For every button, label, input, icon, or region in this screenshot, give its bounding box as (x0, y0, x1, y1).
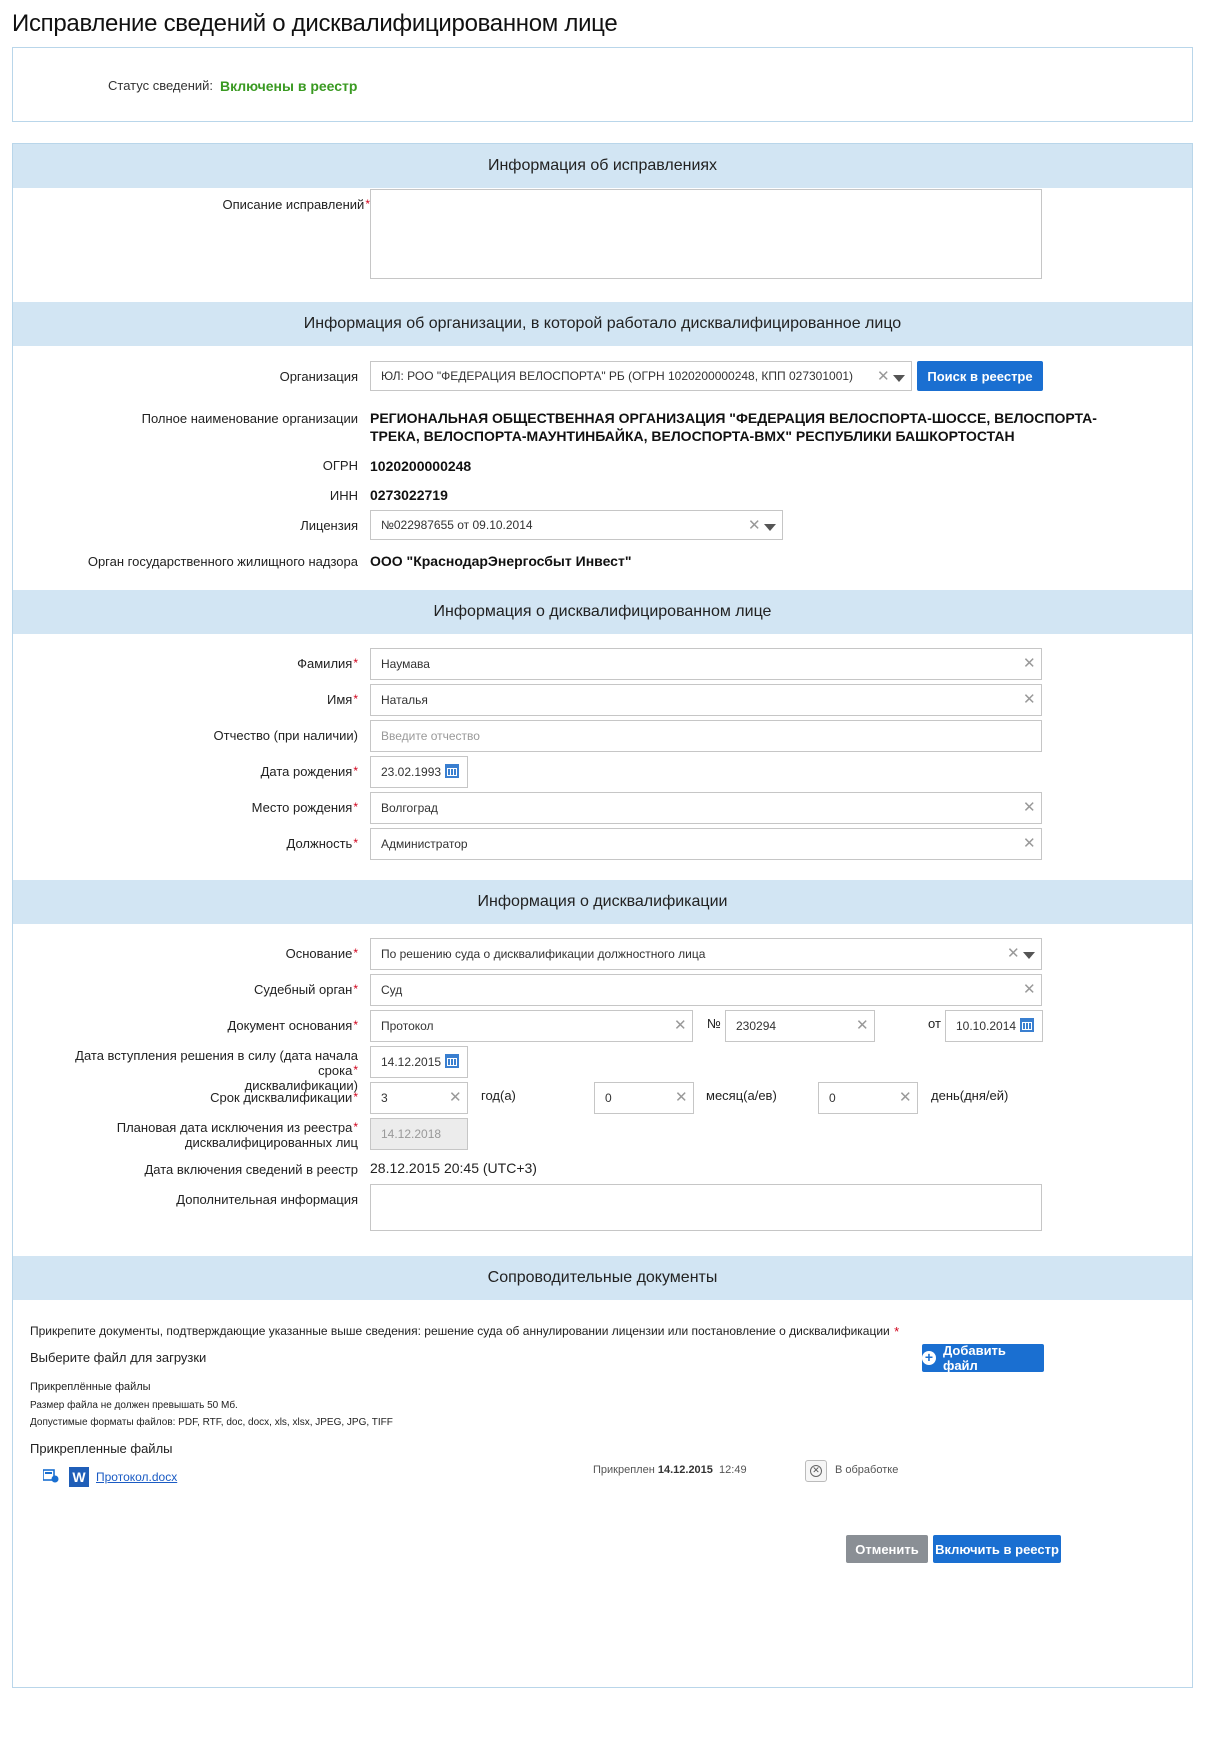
term-label: Срок дисквалификации* (210, 1090, 358, 1105)
clear-icon[interactable]: ✕ (675, 1089, 688, 1106)
effective-date-input[interactable]: 14.12.2015 (370, 1046, 468, 1078)
term-months-input[interactable]: 0 ✕ (594, 1082, 694, 1114)
clear-icon[interactable]: ✕ (674, 1017, 687, 1034)
status-label: Статус сведений: (108, 78, 214, 93)
choose-file-label: Выберите файл для загрузки (30, 1350, 207, 1365)
full-name-line2: ТРЕКА, ВЕЛОСПОРТА-МАУНТИНБАЙКА, ВЕЛОСПОРТА-ВМХ" РЕСПУБЛИКИ БАШКОРТОСТАН (370, 428, 1015, 444)
license-label: Лицензия (300, 518, 358, 533)
doc-number-input[interactable]: 230294 ✕ (725, 1010, 875, 1042)
search-registry-button[interactable]: Поиск в реестре (917, 361, 1043, 391)
cancel-button[interactable]: Отменить (846, 1535, 928, 1563)
formats-note: Допустимые форматы файлов: PDF, RTF, doc, docx, xls, xlsx, JPEG, JPG, TIFF (30, 1417, 393, 1428)
main-form (12, 143, 1193, 1688)
from-label: от (928, 1016, 941, 1031)
clear-icon[interactable]: ✕ (748, 517, 761, 534)
status-panel (12, 47, 1193, 122)
basis-label: Основание* (285, 946, 358, 961)
lastname-label: Фамилия* (297, 656, 358, 671)
clear-icon[interactable]: ✕ (1007, 945, 1020, 962)
months-unit: месяц(а/ев) (706, 1088, 777, 1103)
documents-instruction: Прикрепите документы, подтверждающие указанные выше сведения: решение суда об аннулировании лицензии или постановление о дисквалификации * (30, 1324, 900, 1339)
position-label: Должность* (286, 836, 358, 851)
file-attached-info: Прикреплен 14.12.2015 12:49 (593, 1464, 747, 1476)
clear-icon[interactable]: ✕ (899, 1089, 912, 1106)
calendar-icon[interactable] (1020, 1018, 1034, 1032)
birthplace-input[interactable]: Волгоград ✕ (370, 792, 1042, 824)
chevron-down-icon[interactable] (1023, 952, 1035, 959)
number-label: № (707, 1016, 721, 1031)
chevron-down-icon[interactable] (893, 375, 905, 382)
days-unit: день(дня/ей) (931, 1088, 1009, 1103)
plus-circle-icon: + (922, 1351, 936, 1365)
status-value: Включены в реестр (220, 78, 358, 94)
clear-icon[interactable]: ✕ (1023, 981, 1036, 998)
term-years-input[interactable]: 3 ✕ (370, 1082, 468, 1114)
additional-info-input[interactable] (370, 1184, 1042, 1231)
effective-date-label: Дата вступления решения в силу (дата начала срока* дисквалификации) (75, 1048, 358, 1093)
inclusion-date-label: Дата включения сведений в реестр (144, 1162, 358, 1177)
clear-icon[interactable]: ✕ (1023, 691, 1036, 708)
corrections-description-input[interactable] (370, 189, 1042, 279)
position-input[interactable]: Администратор ✕ (370, 828, 1042, 860)
chevron-down-icon[interactable] (764, 524, 776, 531)
basis-select[interactable]: По решению суда о дисквалификации должностного лица ✕ (370, 938, 1042, 970)
clear-icon[interactable]: ✕ (1023, 835, 1036, 852)
clear-icon[interactable]: ✕ (449, 1089, 462, 1106)
clear-icon[interactable]: ✕ (856, 1017, 869, 1034)
clear-icon[interactable]: ✕ (877, 368, 890, 385)
calendar-icon[interactable] (445, 764, 459, 778)
include-in-registry-button[interactable]: Включить в реестр (933, 1535, 1061, 1563)
attached-files-heading: Прикрепленные файлы (30, 1441, 173, 1456)
clear-icon[interactable]: ✕ (1023, 799, 1036, 816)
size-note: Размер файла не должен превышать 50 Мб. (30, 1400, 238, 1411)
inclusion-date-value: 28.12.2015 20:45 (UTC+3) (370, 1160, 537, 1176)
doc-basis-input[interactable]: Протокол ✕ (370, 1010, 693, 1042)
add-file-button[interactable]: + Добавить файл (922, 1344, 1044, 1372)
patronymic-input[interactable]: Введите отчество (370, 720, 1042, 752)
ogrn-label: ОГРН (322, 458, 358, 473)
additional-info-label: Дополнительная информация (176, 1192, 358, 1207)
file-status: В обработке (835, 1464, 899, 1476)
organization-label: Организация (279, 369, 358, 384)
page-title: Исправление сведений о дисквалифицированном лице (12, 10, 618, 37)
birthplace-label: Место рождения* (251, 800, 358, 815)
planned-date-label: Плановая дата исключения из реестра* дисквалифицированных лиц (116, 1120, 358, 1150)
inn-value: 0273022719 (370, 487, 448, 503)
section-header-documents: Сопроводительные документы (13, 1256, 1192, 1300)
clear-icon[interactable]: ✕ (1023, 655, 1036, 672)
years-unit: год(а) (481, 1088, 516, 1103)
section-header-corrections: Информация об исправлениях (13, 144, 1192, 188)
authority-value: ООО "КраснодарЭнергосбыт Инвест" (370, 553, 632, 569)
cancel-processing-icon[interactable]: ✕ (805, 1460, 827, 1482)
organization-select[interactable]: ЮЛ: РОО "ФЕДЕРАЦИЯ ВЕЛОСПОРТА" РБ (ОГРН 1020200000248, КПП 027301001) ✕ (370, 361, 912, 391)
file-link[interactable]: Протокол.docx (96, 1470, 178, 1484)
word-file-icon: W (69, 1467, 89, 1487)
full-name-label: Полное наименование организации (141, 411, 358, 426)
doc-date-input[interactable]: 10.10.2014 (945, 1010, 1043, 1042)
ogrn-value: 1020200000248 (370, 458, 472, 474)
section-header-organization: Информация об организации, в которой работало дисквалифицированное лицо (13, 302, 1192, 346)
attached-files-caption: Прикреплённые файлы (30, 1381, 151, 1393)
license-select[interactable]: №022987655 от 09.10.2014 ✕ (370, 510, 783, 540)
lastname-input[interactable]: Наумава ✕ (370, 648, 1042, 680)
section-header-disqualification: Информация о дисквалификации (13, 880, 1192, 924)
inn-label: ИНН (329, 488, 358, 503)
firstname-input[interactable]: Наталья ✕ (370, 684, 1042, 716)
section-header-person: Информация о дисквалифицированном лице (13, 590, 1192, 634)
calendar-icon[interactable] (445, 1054, 459, 1068)
birthdate-input[interactable]: 23.02.1993 (370, 756, 468, 788)
authority-label: Орган государственного жилищного надзора (87, 554, 358, 569)
term-days-input[interactable]: 0 ✕ (818, 1082, 918, 1114)
patronymic-label: Отчество (при наличии) (213, 728, 358, 743)
doc-basis-label: Документ основания* (227, 1018, 358, 1033)
signature-icon[interactable] (43, 1469, 59, 1483)
birthdate-label: Дата рождения* (260, 764, 358, 779)
planned-date-input: 14.12.2018 (370, 1118, 468, 1150)
court-label: Судебный орган* (254, 982, 358, 997)
description-label: Описание исправлений* (222, 197, 370, 212)
court-input[interactable]: Суд ✕ (370, 974, 1042, 1006)
firstname-label: Имя* (327, 692, 358, 707)
full-name-line1: РЕГИОНАЛЬНАЯ ОБЩЕСТВЕННАЯ ОРГАНИЗАЦИЯ "ФЕДЕРАЦИЯ ВЕЛОСПОРТА-ШОССЕ, ВЕЛОСПОРТА- (370, 410, 1097, 426)
